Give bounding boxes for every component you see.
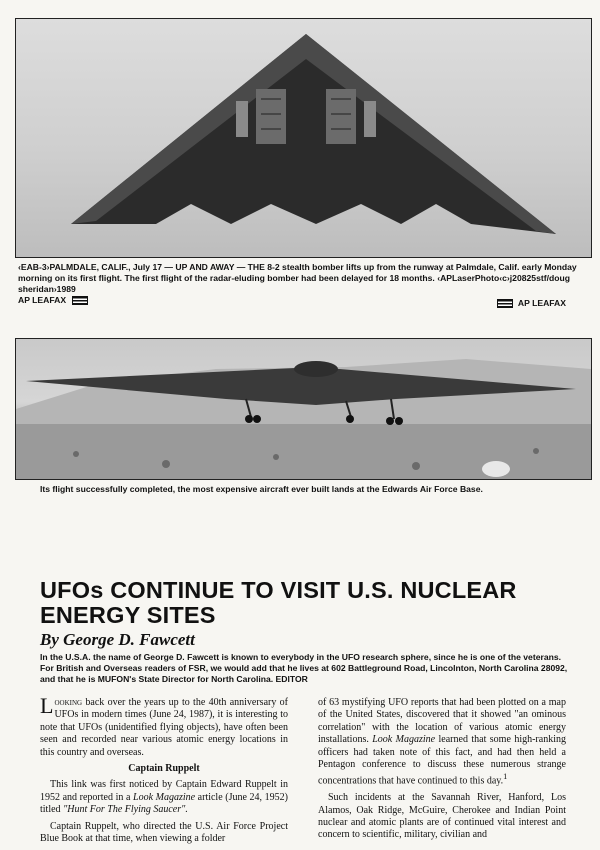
b2-landing-illustration <box>16 339 591 479</box>
b2-landing-photo <box>15 338 592 480</box>
photo1-caption <box>18 262 578 306</box>
flag-icon <box>497 299 513 308</box>
paragraph: Captain Ruppelt, who directed the U.S. Air Force Project Blue Book at that time, when viewing a folder <box>40 820 288 845</box>
article-byline: By George D. Fawcett <box>40 630 195 649</box>
photo2-caption: Its flight successfully completed, the most expensive aircraft ever built lands at the Edwards Air Force Base. <box>40 484 483 494</box>
footnote-marker: 1 <box>503 772 508 782</box>
paragraph: Looking back over the years up to the 40th anniversary of UFOs in modern times (June 24, 1987), it is interesting to note that UFOs (unidentified flying objects), have often been seen and recorded near various atomic energy locations in this country and overseas. <box>40 693 288 758</box>
photo1-credit-left <box>18 295 578 306</box>
paragraph: This link was first noticed by Captain Edward Ruppelt in 1952 and reported in a Look Magazine article (June 24, 1952) titled "Hunt For The Flying Saucer". <box>40 779 288 816</box>
credit-left-label: AP LEAFAX <box>18 295 67 305</box>
article-intro: In the U.S.A. the name of George D. Fawcett is known to everybody in the UFO research sphere, since he is one of the veterans. For British and Overseas readers of FSR, we would add that he lives at 602 Battleground Road, Lincolnton, North Carolina 28092, and that he is MUFON's State Director for North Carolina. EDITOR <box>40 652 568 684</box>
article-column-2 <box>318 697 566 846</box>
paragraph: of 63 mystifying UFO reports that had been plotted on a map of the United States, discovered that it showed "an ominous correlation" with the location of various atomic energy installations. Look Magazine learned that some high-ranking officers had taken note of this fact, and had then held a Pentagon conference to discuss these numerous strange concentrations that have continued to this day.$^1$ <box>318 697 566 787</box>
b2-liftoff-photo <box>15 18 592 258</box>
paragraph: Such incidents at the Savannah River, Hanford, Los Alamos, Oak Ridge, McGuire, Cherokee and Indian Point nuclear and atomic plants are of continued vital interest and concern to scientific, military, civilian and <box>318 792 566 841</box>
flag-icon <box>72 296 88 305</box>
drop-cap: L <box>40 693 54 718</box>
article-title: UFOs CONTINUE TO VISIT U.S. NUCLEAR ENERGY SITES <box>40 577 517 628</box>
subheading: Captain Ruppelt <box>128 763 200 775</box>
article-column-1 <box>40 693 288 849</box>
credit-right-label: AP LEAFAX <box>517 298 566 308</box>
photo1-caption-text: ‹EAB-3›PALMDALE, CALIF., July 17 — UP AND AWAY — THE 8-2 stealth bomber lifts up from the runway at Palmdale, Calif. early Monday morning on its first flight. The first flight of the radar-eluding bomber had been delayed for 18 months. ‹APLaserPhoto‹c›j20825stf/doug sheridan›1989 <box>18 262 577 294</box>
photo1-credit-right <box>497 298 566 308</box>
b2-underside-illustration <box>16 19 591 257</box>
